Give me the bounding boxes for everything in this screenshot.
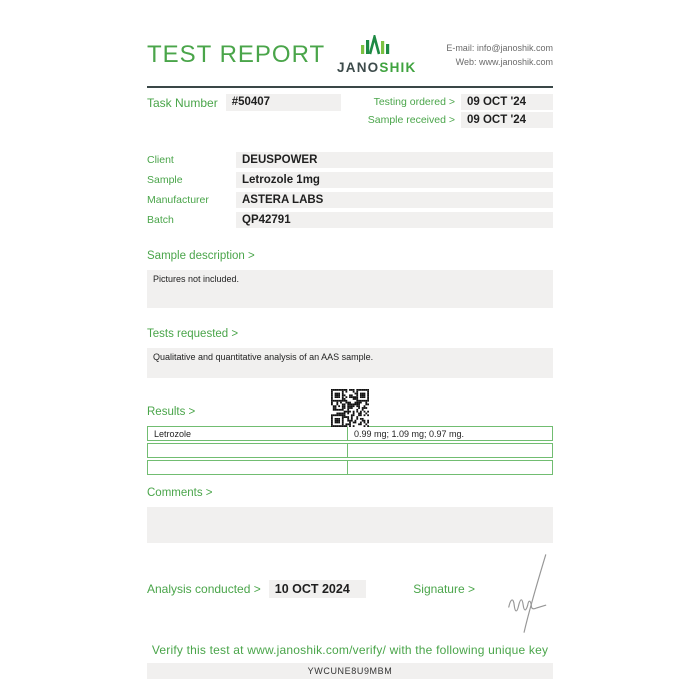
tests-requested-heading: Tests requested > <box>147 328 239 340</box>
result-value-cell: 0.99 mg; 1.09 mg; 0.97 mg. <box>353 428 465 439</box>
header-divider <box>147 86 553 88</box>
contact-info <box>446 41 553 70</box>
client-label: Client <box>147 154 174 166</box>
comments-box <box>147 507 553 543</box>
signature-image <box>489 553 561 639</box>
signature-group <box>413 579 553 599</box>
logo-green-part: SHIK <box>379 60 417 75</box>
qr-code <box>331 389 369 427</box>
sample-received-line <box>368 112 553 128</box>
dates-group <box>368 94 553 128</box>
signature-label: Signature > <box>413 582 475 596</box>
report-header <box>147 30 553 80</box>
task-number-group <box>147 94 341 128</box>
manufacturer-value: ASTERA LABS <box>236 192 553 208</box>
table-row <box>147 460 553 475</box>
batch-value: QP42791 <box>236 212 553 228</box>
info-row-batch <box>147 212 553 228</box>
sample-value: Letrozole 1mg <box>236 172 553 188</box>
result-value-cell <box>348 461 552 474</box>
result-substance-cell <box>148 461 348 474</box>
results-table <box>147 426 553 475</box>
bar-chart-growth-icon <box>357 35 397 60</box>
testing-ordered-value: 09 OCT '24 <box>461 94 553 110</box>
test-report-document <box>147 0 553 679</box>
testing-ordered-label: Testing ordered > <box>373 96 455 108</box>
table-row <box>147 443 553 458</box>
results-heading-row <box>147 386 553 426</box>
sample-received-label: Sample received > <box>367 114 455 126</box>
sample-label: Sample <box>147 174 183 186</box>
client-value: DEUSPOWER <box>236 152 553 168</box>
results-heading: Results > <box>147 406 196 418</box>
info-row-manufacturer <box>147 192 553 208</box>
info-row-sample <box>147 172 553 188</box>
analysis-conducted-group <box>147 579 366 599</box>
tests-requested-box: Qualitative and quantitative analysis of an AAS sample. <box>147 348 553 378</box>
sample-received-value: 09 OCT '24 <box>461 112 553 128</box>
web-line: Web: www.janoshik.com <box>455 57 553 67</box>
task-number-label: Task Number <box>147 96 218 110</box>
sample-description-heading: Sample description > <box>147 250 255 262</box>
email-line: E-mail: info@janoshik.com <box>446 42 553 53</box>
table-row <box>147 426 553 441</box>
qr-code-svg <box>331 389 369 427</box>
manufacturer-label: Manufacturer <box>147 194 209 206</box>
sample-description-box: Pictures not included. <box>147 270 553 308</box>
result-value-cell <box>348 444 552 457</box>
testing-ordered-line <box>368 94 553 110</box>
sample-info-list <box>147 152 553 228</box>
verify-instruction: Verify this test at www.janoshik.com/verify/ with the following unique key <box>151 643 549 657</box>
page-title: TEST REPORT <box>147 41 326 68</box>
task-row <box>147 94 553 128</box>
analysis-signature-row <box>147 579 553 599</box>
result-substance-cell <box>148 444 348 457</box>
analysis-conducted-label: Analysis conducted > <box>147 582 261 596</box>
comments-heading: Comments > <box>147 487 213 499</box>
analysis-conducted-value: 10 OCT 2024 <box>269 580 366 598</box>
task-number-value: #50407 <box>226 94 341 111</box>
batch-label: Batch <box>147 214 174 226</box>
result-substance-cell: Letrozole <box>148 427 348 440</box>
janoshik-logo <box>337 35 416 75</box>
info-row-client <box>147 152 553 168</box>
logo-wordmark <box>337 60 416 75</box>
logo-dark-part: JANO <box>337 60 380 75</box>
unique-key-value: YWCUNE8U9MBM <box>147 663 553 679</box>
